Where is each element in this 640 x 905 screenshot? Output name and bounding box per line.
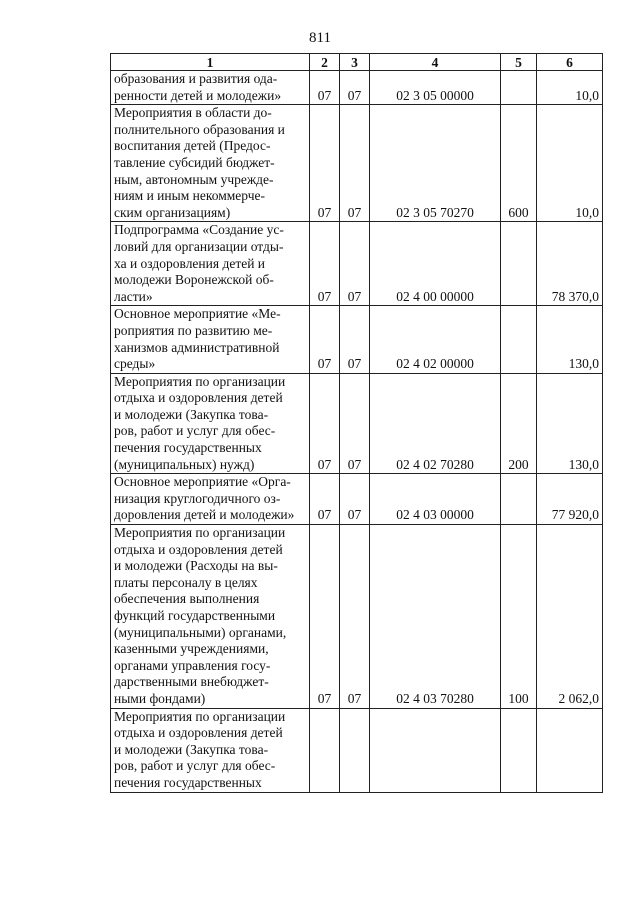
expense-type-cell bbox=[501, 71, 537, 105]
subsection-code-cell: 07 bbox=[340, 306, 370, 373]
row-name-cell bbox=[111, 306, 310, 373]
section-code-cell: 07 bbox=[310, 105, 340, 222]
expense-type-cell bbox=[501, 708, 537, 792]
row-name-line: и молодежи (Закупка това- bbox=[114, 741, 269, 757]
subsection-code-cell bbox=[340, 708, 370, 792]
amount-cell: 130,0 bbox=[537, 306, 603, 373]
amount-cell: 10,0 bbox=[537, 105, 603, 222]
column-header-5: 5 bbox=[501, 54, 537, 71]
row-name-line: ренности детей и молодежи» bbox=[114, 87, 282, 103]
section-code-cell: 07 bbox=[310, 71, 340, 105]
target-article-cell: 02 4 03 70280 bbox=[370, 525, 501, 709]
row-name-line: среды» bbox=[114, 356, 156, 372]
row-name-line: Основное мероприятие «Орга- bbox=[114, 474, 291, 490]
row-name-line: органами управления госу- bbox=[114, 657, 271, 673]
row-name-cell bbox=[111, 222, 310, 306]
row-name-line: роприятия по развитию ме- bbox=[114, 322, 273, 338]
row-name-cell bbox=[111, 708, 310, 792]
table-row bbox=[111, 71, 603, 105]
amount-cell: 77 920,0 bbox=[537, 474, 603, 525]
amount-cell: 2 062,0 bbox=[537, 525, 603, 709]
row-name-line: тавление субсидий бюджет- bbox=[114, 154, 275, 170]
row-name-line: отдыха и оздоровления детей bbox=[114, 390, 283, 406]
subsection-code-cell: 07 bbox=[340, 474, 370, 525]
row-name-line: печения государственных bbox=[114, 440, 262, 456]
row-name-line: ласти» bbox=[114, 288, 153, 304]
row-name-line: Мероприятия по организации bbox=[114, 525, 286, 541]
section-code-cell: 07 bbox=[310, 222, 340, 306]
expense-type-cell bbox=[501, 222, 537, 306]
column-header-3: 3 bbox=[340, 54, 370, 71]
row-name-line: печения государственных bbox=[114, 774, 262, 790]
target-article-cell: 02 3 05 00000 bbox=[370, 71, 501, 105]
subsection-code-cell: 07 bbox=[340, 525, 370, 709]
row-name-line: Мероприятия в области до- bbox=[114, 105, 272, 121]
budget-table bbox=[110, 53, 603, 793]
row-name-line: образования и развития ода- bbox=[114, 71, 278, 86]
row-name-line: ханизмов административной bbox=[114, 339, 280, 355]
expense-type-cell: 200 bbox=[501, 373, 537, 474]
amount-cell: 130,0 bbox=[537, 373, 603, 474]
row-name-line: ров, работ и услуг для обес- bbox=[114, 423, 276, 439]
row-name-cell bbox=[111, 525, 310, 709]
column-header-6: 6 bbox=[537, 54, 603, 71]
row-name-line: Мероприятия по организации bbox=[114, 708, 286, 724]
row-name-line: ловий для организации отды- bbox=[114, 238, 284, 254]
table-row bbox=[111, 105, 603, 222]
table-row bbox=[111, 306, 603, 373]
row-name-line: отдыха и оздоровления детей bbox=[114, 725, 283, 741]
target-article-cell: 02 4 02 70280 bbox=[370, 373, 501, 474]
section-code-cell: 07 bbox=[310, 373, 340, 474]
row-name-cell bbox=[111, 373, 310, 474]
row-name-line: дарственными внебюджет- bbox=[114, 674, 269, 690]
subsection-code-cell: 07 bbox=[340, 105, 370, 222]
section-code-cell bbox=[310, 708, 340, 792]
table-row bbox=[111, 474, 603, 525]
header-row bbox=[111, 54, 603, 71]
row-name-line: низация круглогодичного оз- bbox=[114, 490, 281, 506]
row-name-cell bbox=[111, 71, 310, 105]
table-body bbox=[111, 71, 603, 793]
row-name-line: полнительного образования и bbox=[114, 121, 285, 137]
subsection-code-cell: 07 bbox=[340, 71, 370, 105]
row-name-line: (муниципальных) нужд) bbox=[114, 456, 255, 472]
section-code-cell: 07 bbox=[310, 474, 340, 525]
table-row bbox=[111, 525, 603, 709]
expense-type-cell: 100 bbox=[501, 525, 537, 709]
row-name-line: Основное мероприятие «Ме- bbox=[114, 306, 281, 322]
column-header-4: 4 bbox=[370, 54, 501, 71]
target-article-cell bbox=[370, 708, 501, 792]
row-name-line: доровления детей и молодежи» bbox=[114, 507, 295, 523]
subsection-code-cell: 07 bbox=[340, 373, 370, 474]
row-name-line: молодежи Воронежской об- bbox=[114, 272, 274, 288]
row-name-line: (муниципальными) органами, bbox=[114, 624, 287, 640]
target-article-cell: 02 4 00 00000 bbox=[370, 222, 501, 306]
row-name-cell bbox=[111, 105, 310, 222]
row-name-line: Подпрограмма «Создание ус- bbox=[114, 222, 284, 238]
row-name-line: функций государственными bbox=[114, 608, 276, 623]
table-row bbox=[111, 708, 603, 792]
target-article-cell: 02 4 02 00000 bbox=[370, 306, 501, 373]
row-name-line: ров, работ и услуг для обес- bbox=[114, 758, 276, 774]
row-name-line: и молодежи (Закупка това- bbox=[114, 406, 269, 422]
amount-cell bbox=[537, 708, 603, 792]
target-article-cell: 02 3 05 70270 bbox=[370, 105, 501, 222]
expense-type-cell bbox=[501, 474, 537, 525]
row-name-line: отдыха и оздоровления детей bbox=[114, 541, 283, 557]
row-name-line: ными фондами) bbox=[114, 690, 206, 706]
row-name-line: и молодежи (Расходы на вы- bbox=[114, 558, 278, 574]
row-name-line: платы персоналу в целях bbox=[114, 574, 258, 590]
page-number: 811 bbox=[309, 30, 331, 46]
expense-type-cell bbox=[501, 306, 537, 373]
section-code-cell: 07 bbox=[310, 525, 340, 709]
row-name-line: Мероприятия по организации bbox=[114, 373, 286, 389]
subsection-code-cell: 07 bbox=[340, 222, 370, 306]
column-header-1: 1 bbox=[111, 54, 310, 71]
table-row bbox=[111, 373, 603, 474]
row-name-cell bbox=[111, 474, 310, 525]
table-row bbox=[111, 222, 603, 306]
expense-type-cell: 600 bbox=[501, 105, 537, 222]
row-name-line: обеспечения выполнения bbox=[114, 591, 260, 607]
section-code-cell: 07 bbox=[310, 306, 340, 373]
row-name-line: ным, автономным учрежде- bbox=[114, 171, 274, 187]
row-name-line: воспитания детей (Предос- bbox=[114, 138, 271, 154]
amount-cell: 10,0 bbox=[537, 71, 603, 105]
row-name-line: ха и оздоровления детей и bbox=[114, 255, 266, 271]
amount-cell: 78 370,0 bbox=[537, 222, 603, 306]
row-name-line: ниям и иным некоммерче- bbox=[114, 188, 265, 204]
row-name-line: ским организациям) bbox=[114, 204, 231, 220]
column-header-2: 2 bbox=[310, 54, 340, 71]
row-name-line: казенными учреждениями, bbox=[114, 641, 269, 657]
target-article-cell: 02 4 03 00000 bbox=[370, 474, 501, 525]
